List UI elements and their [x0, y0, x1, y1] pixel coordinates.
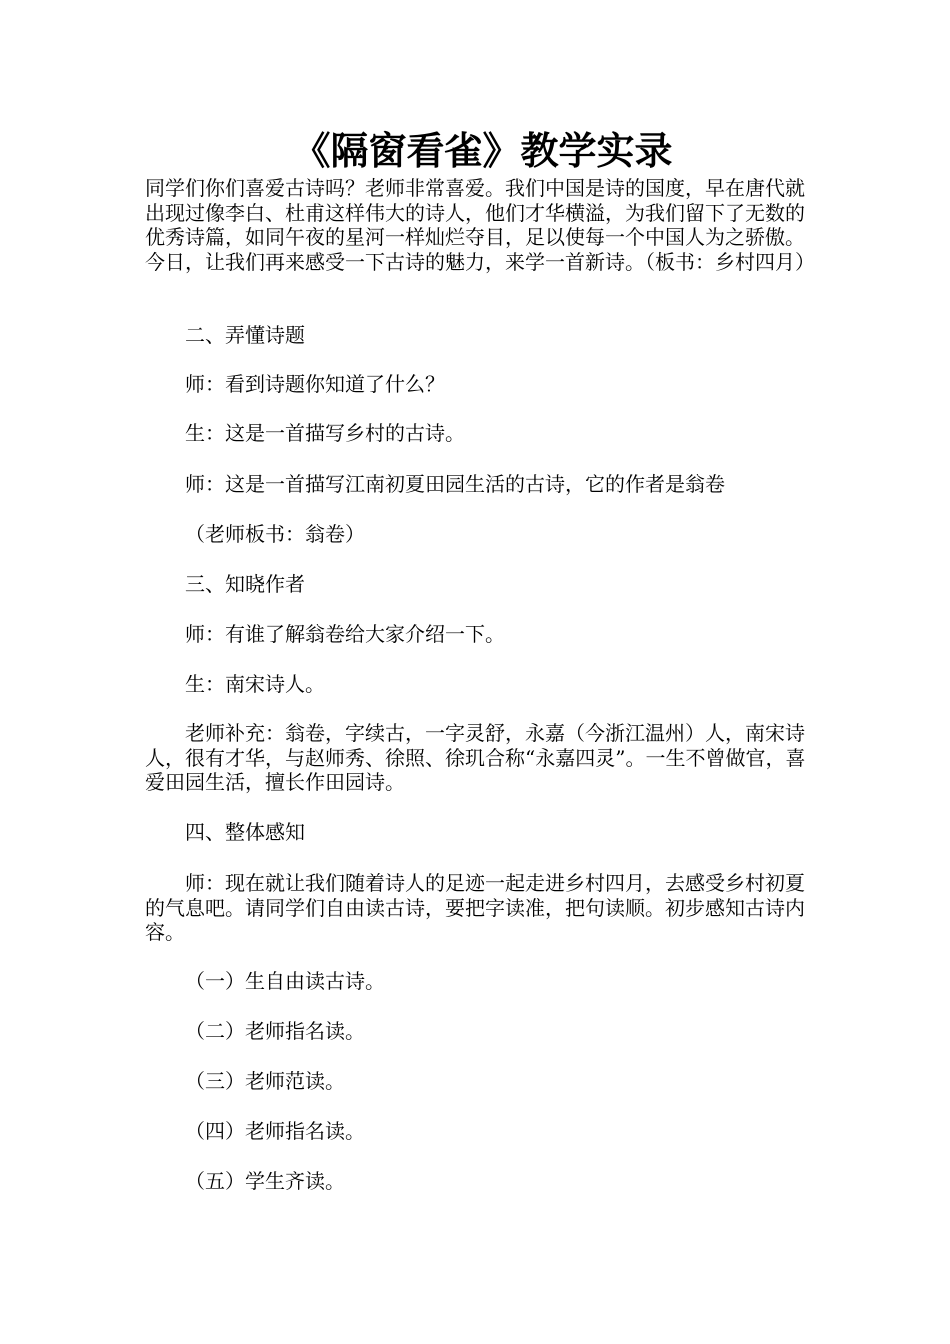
reading-step: （四）老师指名读。 [185, 1119, 365, 1143]
document-title: 《隔窗看雀》教学实录 [292, 128, 673, 173]
reading-step: （五）学生齐读。 [185, 1169, 345, 1193]
dialogue-teacher: 师：现在就让我们随着诗人的足迹一起走进乡村四月，去感受乡村初夏的气息吧。请同学们自由读古诗，要把字读准，把句读顺。初步感知古诗内容。 [145, 871, 805, 944]
dialogue-teacher: 师：这是一首描写江南初夏田园生活的古诗，它的作者是翁卷 [185, 472, 725, 496]
reading-step: （二）老师指名读。 [185, 1019, 365, 1043]
reading-step: （一）生自由读古诗。 [185, 969, 385, 993]
dialogue-teacher: 师：有谁了解翁卷给大家介绍一下。 [185, 622, 505, 646]
dialogue-teacher: 师：看到诗题你知道了什么？ [185, 372, 445, 396]
dialogue-student: 生：这是一首描写乡村的古诗。 [185, 421, 465, 445]
section-heading-2: 二、弄懂诗题 [185, 323, 305, 347]
teacher-supplement-paragraph: 老师补充：翁卷，字续古，一字灵舒，永嘉（今浙江温州）人，南宋诗人，很有才华，与赵师秀、徐照、徐玑合称“永嘉四灵”。一生不曾做官，喜爱田园生活，擅长作田园诗。 [145, 721, 806, 794]
section-heading-3: 三、知晓作者 [185, 572, 305, 596]
board-note: （老师板书：翁卷） [185, 522, 365, 546]
section-heading-4: 四、整体感知 [185, 820, 305, 844]
intro-paragraph: 同学们你们喜爱古诗吗？老师非常喜爱。我们中国是诗的国度，早在唐代就出现过像李白、杜甫这样伟大的诗人，他们才华横溢，为我们留下了无数的优秀诗篇，如同午夜的星河一样灿烂夺目，足以使每一个中国人为之骄傲。今日，让我们再来感受一下古诗的魅力，来学一首新诗。（板书：乡村四月） [145, 176, 815, 274]
reading-step: （三）老师范读。 [185, 1069, 345, 1093]
dialogue-student: 生：南宋诗人。 [185, 672, 325, 696]
